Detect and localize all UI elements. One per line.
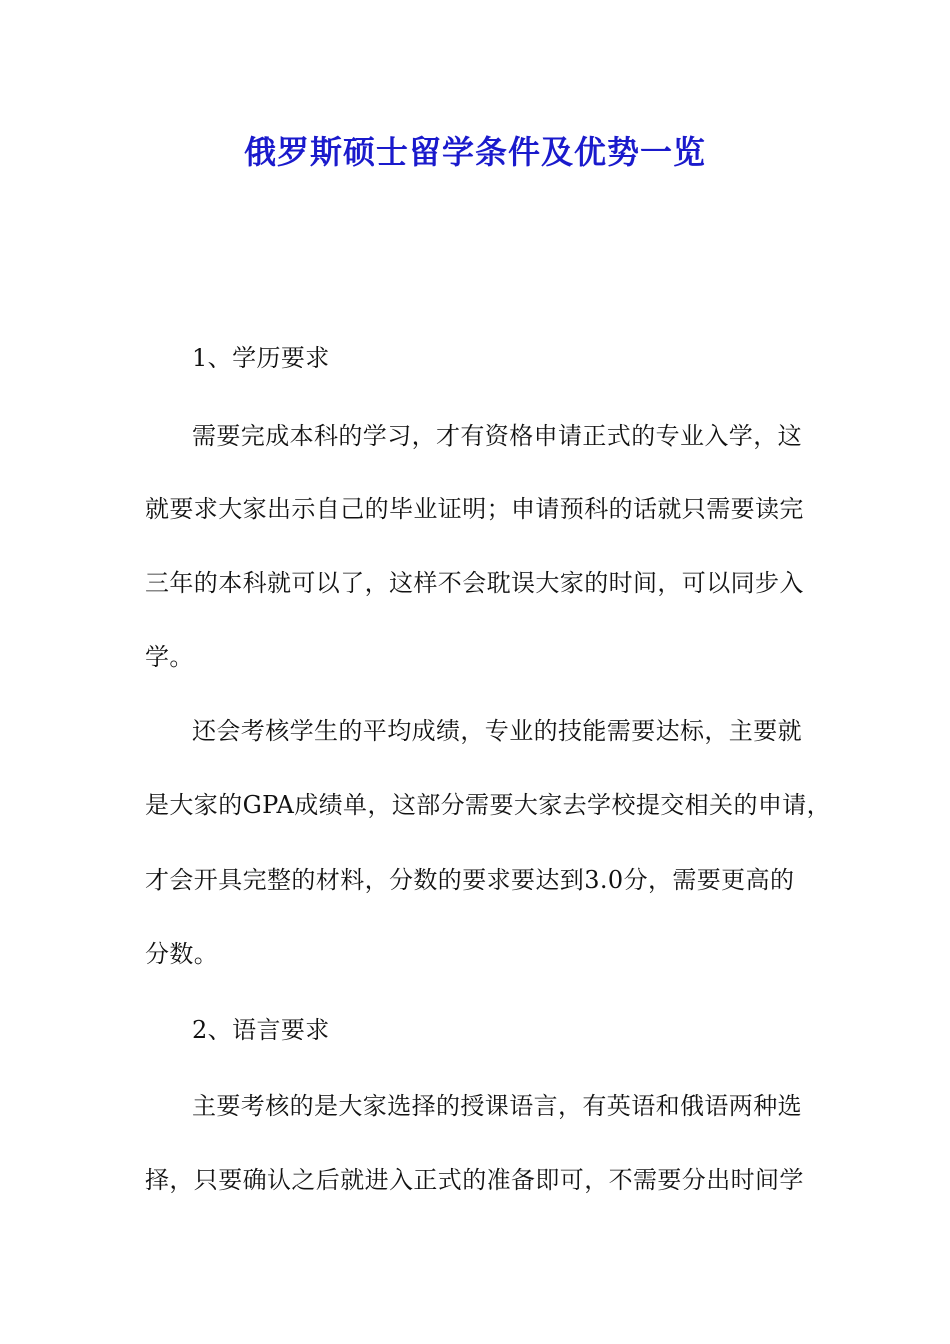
paragraph-line: 择，只要确认之后就进入正式的准备即可，不需要分出时间学 xyxy=(145,1166,804,1194)
paragraph-line: 分数。 xyxy=(145,940,219,968)
paragraph-line: 才会开具完整的材料，分数的要求要达到3.0分，需要更高的 xyxy=(145,866,795,894)
paragraph-line: 是大家的GPA成绩单，这部分需要大家去学校提交相关的申请， xyxy=(145,791,832,819)
paragraph-line: 主要考核的是大家选择的授课语言，有英语和俄语两种选 xyxy=(192,1092,802,1120)
section-heading-language: 2、语言要求 xyxy=(192,1016,330,1044)
paragraph-line: 需要完成本科的学习，才有资格申请正式的专业入学，这 xyxy=(192,422,802,450)
document-title: 俄罗斯硕士留学条件及优势一览 xyxy=(243,133,706,171)
paragraph-line: 学。 xyxy=(145,643,194,671)
paragraph-line: 就要求大家出示自己的毕业证明；申请预科的话就只需要读完 xyxy=(145,495,804,523)
paragraph-line: 还会考核学生的平均成绩，专业的技能需要达标，主要就 xyxy=(192,717,802,745)
paragraph-line: 三年的本科就可以了，这样不会耽误大家的时间，可以同步入 xyxy=(145,569,804,597)
section-heading-education: 1、学历要求 xyxy=(192,344,330,372)
